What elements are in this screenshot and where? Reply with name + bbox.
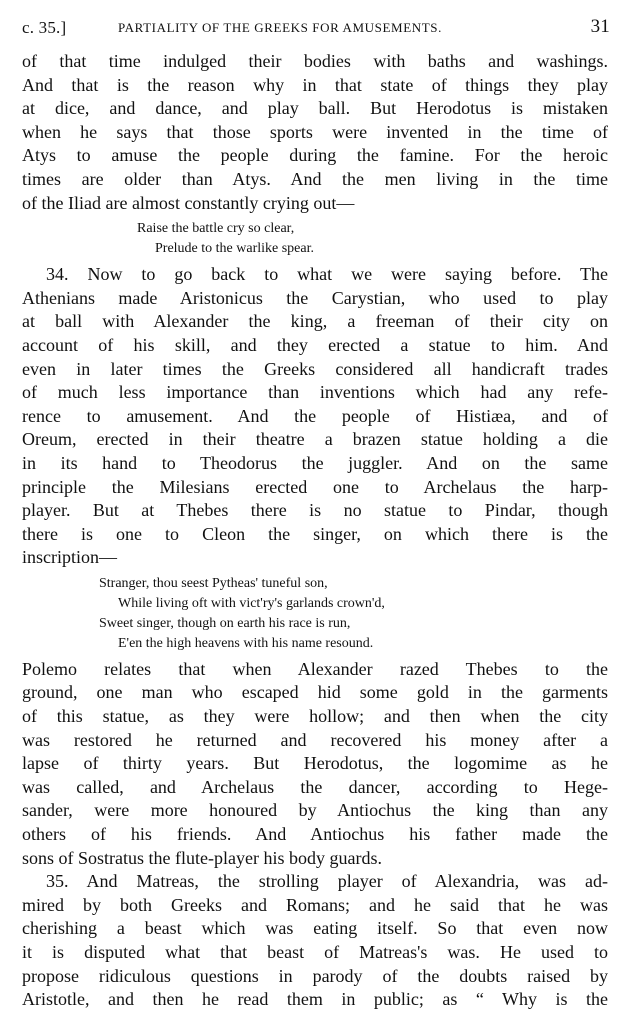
text-line: at dice, and dance, and play ball. But Herodotus is mistaken bbox=[22, 98, 608, 119]
verse-line: While living oft with vict'ry's garlands crown'd, bbox=[118, 595, 385, 611]
verse-line: E'en the high heavens with his name resound. bbox=[118, 635, 374, 651]
page-number: 31 bbox=[590, 16, 610, 37]
text-line: there is one to Cleon the singer, on which there is the bbox=[22, 523, 608, 544]
text-line: account of his skill, and they erected a statue to him. And bbox=[22, 334, 608, 355]
text-line: Polemo relates that when Alexander razed Thebes to the bbox=[22, 658, 608, 679]
running-title: PARTIALITY OF THE GREEKS FOR AMUSEMENTS. bbox=[118, 20, 442, 35]
text-line: sander, were more honoured by Antiochus the king than any bbox=[22, 800, 608, 821]
text-line: others of his friends. And Antiochus his father made the bbox=[22, 824, 608, 845]
text-line: lapse of thirty years. But Herodotus, the logomime as he bbox=[22, 753, 608, 774]
verse-line: Prelude to the warlike spear. bbox=[155, 241, 315, 257]
verse-quote-1 bbox=[22, 219, 608, 259]
text-line: of the Iliad are almost constantly crying out— bbox=[22, 192, 355, 213]
text-line: principle the Milesians erected one to Archelaus the harp- bbox=[22, 476, 608, 497]
text-line: 35. And Matreas, the strolling player of Alexandria, was ad- bbox=[46, 871, 608, 892]
text-line: of much less importance than inventions which had any refe- bbox=[22, 382, 608, 403]
text-line: Oreum, erected in their theatre a brazen statue holding a die bbox=[22, 429, 608, 450]
text-line: times are older than Atys. And the men living in the time bbox=[22, 168, 608, 189]
paragraph-1 bbox=[22, 50, 608, 215]
text-line: when he says that those sports were invented in the time of bbox=[22, 121, 608, 142]
text-line: Athenians made Aristonicus the Carystian, who used to play bbox=[22, 287, 608, 308]
running-header bbox=[22, 12, 610, 38]
text-line: ground, one man who escaped hid some gold in the garments bbox=[22, 682, 608, 703]
text-line: And that is the reason why in that state of things they play bbox=[22, 74, 608, 95]
text-line: of this statue, as they were hollow; and then when the city bbox=[22, 706, 608, 727]
text-line: mired by both Greeks and Romans; and he said that he was bbox=[22, 894, 608, 915]
paragraph-2 bbox=[22, 263, 608, 570]
verse-line: Sweet singer, though on earth his race is run, bbox=[99, 615, 351, 631]
text-line: player. But at Thebes there is no statue to Pindar, though bbox=[22, 500, 608, 521]
text-line: Aristotle, and then he read them in public; as “ Why is the bbox=[22, 989, 608, 1010]
chapter-reference: c. 35.] bbox=[22, 18, 67, 37]
text-line: cherishing a beast which was eating itself. So that even now bbox=[22, 918, 608, 939]
text-line: inscription— bbox=[22, 547, 117, 568]
text-line: it is disputed what that beast of Matreas's was. He used to bbox=[22, 942, 608, 962]
verse-line: Stranger, thou seest Pytheas' tuneful son, bbox=[99, 575, 328, 591]
text-line: at ball with Alexander the king, a freeman of their city on bbox=[22, 311, 608, 332]
text-line: rence to amusement. And the people of Histiæa, and of bbox=[22, 405, 608, 426]
text-line: Atys to amuse the people during the famine. For the heroic bbox=[22, 145, 608, 166]
text-line: was called, and Archelaus the dancer, according to Hege- bbox=[22, 776, 608, 797]
text-line: was restored he returned and recovered his money after a bbox=[22, 729, 608, 750]
text-line: propose ridiculous questions in parody of the doubts raised by bbox=[22, 965, 608, 986]
text-line: in its hand to Theodorus the juggler. And on the same bbox=[22, 452, 608, 473]
paragraph-4 bbox=[22, 870, 608, 1012]
text-line: 34. Now to go back to what we were saying before. The bbox=[46, 264, 608, 285]
verse-quote-2 bbox=[22, 574, 608, 654]
text-line: of that time indulged their bodies with baths and washings. bbox=[22, 51, 608, 71]
text-line: even in later times the Greeks considered all handicraft trades bbox=[22, 358, 608, 379]
verse-line: Raise the battle cry so clear, bbox=[137, 221, 295, 237]
text-line: sons of Sostratus the flute-player his body guards. bbox=[22, 847, 382, 868]
page-body bbox=[22, 50, 608, 1012]
paragraph-3 bbox=[22, 658, 608, 870]
